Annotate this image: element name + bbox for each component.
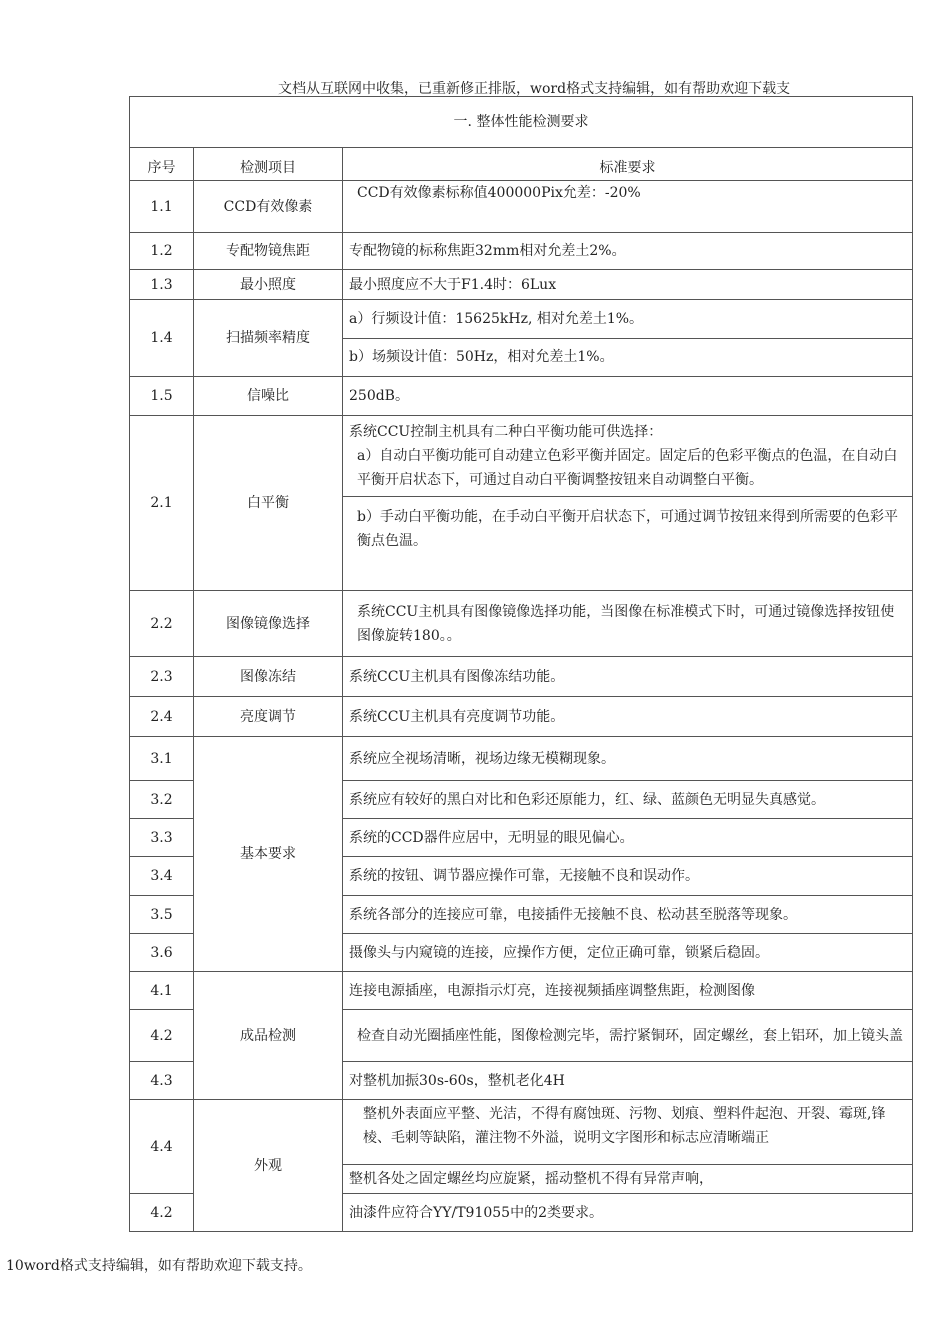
row-no: 4.2 xyxy=(130,1194,194,1232)
row-no: 2.2 xyxy=(130,591,194,657)
table-row xyxy=(130,972,913,1010)
table-row xyxy=(130,233,913,270)
requirement-intro: 系统CCU控制主机具有二种白平衡功能可供选择： xyxy=(349,424,663,440)
row-no: 2.3 xyxy=(130,657,194,697)
table-row xyxy=(130,300,913,377)
row-item: 外观 xyxy=(194,1100,343,1232)
row-item: 专配物镜焦距 xyxy=(194,233,343,270)
row-requirement: 系统应全视场清晰，视场边缘无模糊现象。 xyxy=(343,737,913,781)
row-requirement: 250dB。 xyxy=(343,377,913,416)
table-row xyxy=(130,737,913,781)
row-item: 成品检测 xyxy=(194,972,343,1100)
row-item: 信噪比 xyxy=(194,377,343,416)
row-item: 扫描频率精度 xyxy=(194,300,343,377)
row-item: 亮度调节 xyxy=(194,697,343,737)
row-requirement: 最小照度应不大于F1.4时：6Lux xyxy=(343,270,913,300)
row-requirement: 连接电源插座，电源指示灯亮，连接视频插座调整焦距，检测图像 xyxy=(343,972,913,1010)
row-no: 4.4 xyxy=(130,1100,194,1194)
column-header-no: 序号 xyxy=(130,148,194,181)
row-no: 3.1 xyxy=(130,737,194,781)
table-row xyxy=(130,181,913,233)
row-no: 3.4 xyxy=(130,857,194,896)
requirement-part-b: 整机各处之固定螺丝均应旋紧，摇动整机不得有异常声响， xyxy=(343,1164,912,1193)
row-no: 3.2 xyxy=(130,781,194,819)
column-header-item: 检测项目 xyxy=(194,148,343,181)
row-requirement: 对整机加振30s-60s，整机老化4H xyxy=(343,1062,913,1100)
row-no: 3.3 xyxy=(130,819,194,857)
row-requirement: 油漆件应符合YY/T91055中的2类要求。 xyxy=(343,1194,913,1232)
row-requirement xyxy=(343,416,913,591)
row-requirement: 系统各部分的连接应可靠，电接插件无接触不良、松动甚至脱落等现象。 xyxy=(343,896,913,934)
row-no: 1.5 xyxy=(130,377,194,416)
requirement-part-a: 整机外表面应平整、光洁，不得有腐蚀斑、污物、划痕、塑料件起泡、开裂、霉斑,锋棱、毛刺等缺陷，灌注物不外溢，说明文字图形和标志应清晰端正 xyxy=(363,1106,886,1146)
row-no: 1.1 xyxy=(130,181,194,233)
table-row xyxy=(130,697,913,737)
table-row xyxy=(130,377,913,416)
row-item: 基本要求 xyxy=(194,737,343,972)
row-item: CCD有效像素 xyxy=(194,181,343,233)
row-requirement: 专配物镜的标称焦距32mm相对允差土2%。 xyxy=(343,233,913,270)
table-row xyxy=(130,657,913,697)
row-requirement: 系统CCU主机具有图像冻结功能。 xyxy=(343,657,913,697)
row-no: 3.6 xyxy=(130,934,194,972)
table-row xyxy=(130,591,913,657)
row-requirement: 系统CCU主机具有亮度调节功能。 xyxy=(343,697,913,737)
row-no: 3.5 xyxy=(130,896,194,934)
row-no: 1.4 xyxy=(130,300,194,377)
row-requirement xyxy=(343,300,913,377)
row-requirement: CCD有效像素标称值400000Pix允差：-20% xyxy=(343,181,913,233)
row-requirement: 系统应有较好的黑白对比和色彩还原能力，红、绿、蓝颜色无明显失真感觉。 xyxy=(343,781,913,819)
footer-note: 10word格式支持编辑，如有帮助欢迎下载支持。 xyxy=(6,1258,312,1274)
row-no: 4.3 xyxy=(130,1062,194,1100)
table-row xyxy=(130,416,913,591)
row-no: 2.1 xyxy=(130,416,194,591)
table-title: 一. 整体性能检测要求 xyxy=(130,97,913,148)
row-requirement xyxy=(343,1100,913,1194)
table-row xyxy=(130,270,913,300)
row-no: 4.2 xyxy=(130,1010,194,1062)
row-requirement: 系统CCU主机具有图像镜像选择功能，当图像在标准模式下时，可通过镜像选择按钮使图像旋转180。。 xyxy=(343,591,913,657)
row-no: 1.3 xyxy=(130,270,194,300)
row-requirement: 系统的CCD器件应居中，无明显的眼见偏心。 xyxy=(343,819,913,857)
row-item: 最小照度 xyxy=(194,270,343,300)
requirement-part-a: a）行频设计值：15625kHz, 相对允差土1%。 xyxy=(349,311,644,327)
row-no: 4.1 xyxy=(130,972,194,1010)
row-no: 1.2 xyxy=(130,233,194,270)
row-item: 白平衡 xyxy=(194,416,343,591)
table-row xyxy=(130,1100,913,1194)
requirement-part-a: a）自动白平衡功能可自动建立色彩平衡并固定。固定后的色彩平衡点的色温，在自动白平衡开启状态下，可通过自动白平衡调整按钮来自动调整白平衡。 xyxy=(357,448,898,488)
row-item: 图像镜像选择 xyxy=(194,591,343,657)
requirement-part-b: b）场频设计值：50Hz，相对允差土1%。 xyxy=(343,338,912,376)
row-item: 图像冻结 xyxy=(194,657,343,697)
inspection-requirements-table xyxy=(129,96,913,1232)
row-requirement: 系统的按钮、调节器应操作可靠，无接触不良和误动作。 xyxy=(343,857,913,896)
row-requirement: 摄像头与内窥镜的连接，应操作方便，定位正确可靠，锁紧后稳固。 xyxy=(343,934,913,972)
requirement-part-b: b）手动白平衡功能，在手动白平衡开启状态下，可通过调节按钮来得到所需要的色彩平衡点色温。 xyxy=(343,496,912,557)
row-requirement: 检查自动光圈插座性能，图像检测完毕，需拧紧铜环，固定螺丝，套上铝环，加上镜头盖 xyxy=(343,1010,913,1062)
row-no: 2.4 xyxy=(130,697,194,737)
header-note: 文档从互联网中收集，已重新修正排版，word格式支持编辑，如有帮助欢迎下载支 xyxy=(278,81,791,97)
column-header-requirement: 标准要求 xyxy=(343,148,913,181)
